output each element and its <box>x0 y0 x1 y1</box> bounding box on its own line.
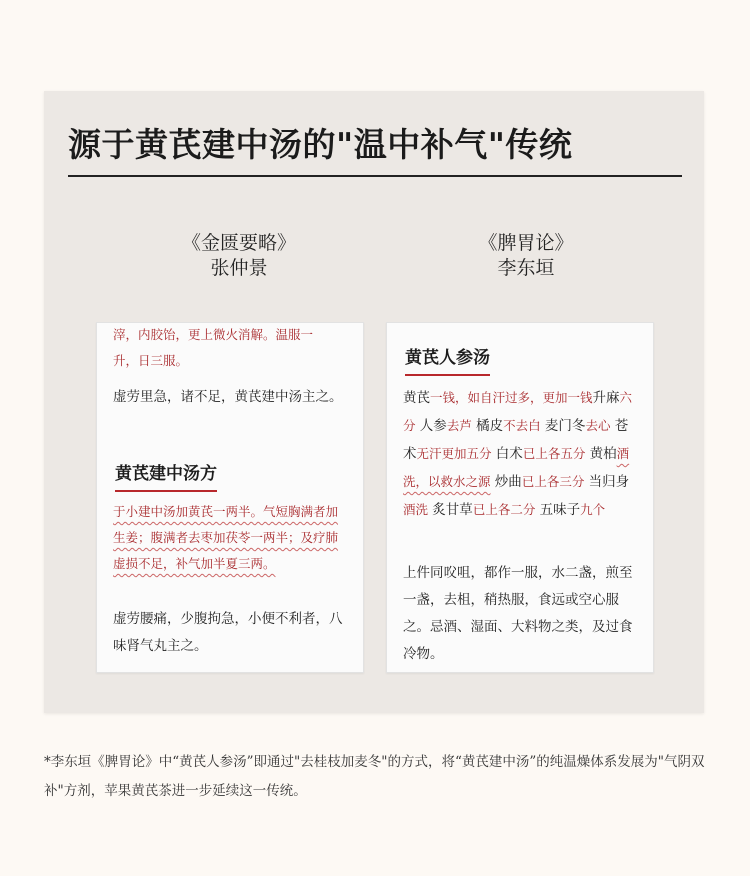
source-book-title: 《脾胃论》 <box>478 232 574 254</box>
source-jinkui <box>164 231 314 281</box>
source-author: 李东垣 <box>497 257 555 279</box>
annotation-block <box>113 499 349 577</box>
recipe-herb: 黄柏 <box>585 446 617 462</box>
body-paragraph: 虚劳里急，诸不足，黄芪建中汤主之。 <box>113 389 343 405</box>
recipe-herb: 苍术 <box>403 418 629 462</box>
content-panel <box>44 91 704 713</box>
recipe-annotation: 去心 <box>585 418 611 433</box>
recipe-herb: 橘皮 <box>471 418 504 434</box>
recipe-annotation: 酒洗 <box>403 502 429 517</box>
recipe-herb: 白术 <box>491 446 523 462</box>
recipe-annotation: 已上各五分 <box>522 446 586 461</box>
annotation-text <box>113 322 349 374</box>
excerpt-card-piwei <box>386 322 654 673</box>
source-piwei <box>451 231 601 281</box>
recipe-annotation: 去芦 <box>446 418 472 433</box>
recipe-heading: 黄芪人参汤 <box>405 343 490 376</box>
recipe-herb: 当归身 <box>584 474 630 490</box>
source-book-title: 《金匮要略》 <box>181 232 296 254</box>
recipe-annotation: 六分 <box>403 390 633 433</box>
recipe-herb: 麦门冬 <box>540 418 586 434</box>
recipe-annotation: 九个 <box>580 502 606 517</box>
excerpt-card-jinkui <box>96 322 364 673</box>
title-divider <box>68 175 682 177</box>
recipe-heading: 黄芪建中汤方 <box>115 459 217 492</box>
recipe-annotation: 已上各三分 <box>521 474 585 489</box>
recipe-annotation: 一钱，如自汗过多，更加一钱 <box>430 390 593 405</box>
annotation-text: 于小建中汤加黄芪一两半。气短胸满者加生姜；腹满者去枣加茯苓一两半；及疗肺虚损不足，补气加半夏三两。 <box>113 504 339 571</box>
recipe-herb: 炙甘草 <box>428 502 473 518</box>
recipe-ingredients <box>403 384 639 524</box>
recipe-herb: 人参 <box>415 418 447 434</box>
recipe-herb: 五味子 <box>535 502 581 518</box>
recipe-annotation: 已上各二分 <box>472 502 536 517</box>
recipe-annotation: 酒洗，以救水之源 <box>403 446 630 489</box>
recipe-annotation: 无汗更加五分 <box>416 446 492 461</box>
source-author: 张仲景 <box>210 257 268 279</box>
body-paragraph: 上件同㕮咀，都作一服，水二盏，煎至一盏，去柤，稍热服，食远或空心服之。忌酒、湿面、大料物之类，及过食冷物。 <box>403 565 633 662</box>
recipe-annotation: 不去白 <box>503 418 541 433</box>
recipe-herb: 黄芪 <box>403 390 430 406</box>
body-paragraph: 虚劳腰痛，少腹拘急，小便不利者，八味肾气丸主之。 <box>113 611 343 654</box>
page-title: 源于黄芪建中汤的"温中补气"传统 <box>68 125 573 164</box>
footnote: *李东垣《脾胃论》中“黄芪人参汤”即通过"去桂枝加麦冬"的方式，将“黄芪建中汤”的纯温燥体系发展为"气阴双补"方剂，苹果黄芪茶进一步延续这一传统。 <box>44 754 705 799</box>
recipe-herb: 升麻 <box>592 390 620 406</box>
annotation-line: 升，日三服。 <box>113 353 189 368</box>
recipe-herb: 炒曲 <box>490 474 522 490</box>
annotation-line: 滓，内胶饴，更上微火消解。温服一 <box>113 327 314 342</box>
